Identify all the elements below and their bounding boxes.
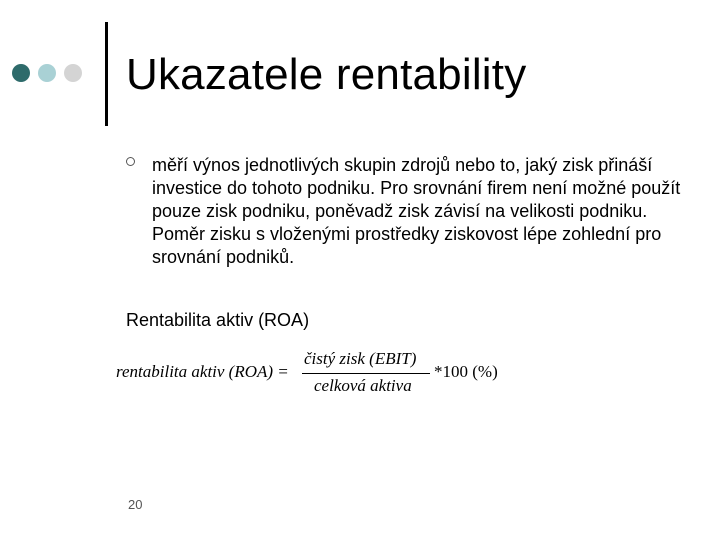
- roa-formula: [116, 346, 516, 396]
- subheading-roa: Rentabilita aktiv (ROA): [126, 310, 310, 330]
- decor-dot-grey: [64, 64, 82, 82]
- formula-lhs: rentabilita aktiv (ROA) =: [116, 362, 289, 381]
- formula-numerator: čistý zisk (EBIT): [304, 349, 417, 368]
- formula-rhs: *100 (%): [434, 362, 498, 381]
- decor-dot-dark: [12, 64, 30, 82]
- bullet-text: měří výnos jednotlivých skupin zdrojů nebo to, jaký zisk přináší investice do tohoto podniku. Pro srovnání firem není možné použít pouze zisk podniku, poněvadž zisk závisí na velikosti podniku. Poměr zisku s vloženými prostředky ziskovost lépe zohlední pro srovnání podniků.: [152, 155, 681, 267]
- formula-denominator: celková aktiva: [314, 376, 412, 395]
- fraction-bar: [302, 373, 430, 374]
- decorative-dots: [12, 64, 82, 82]
- page-number: 20: [128, 497, 143, 512]
- slide-title: Ukazatele rentability: [126, 50, 527, 99]
- decor-dot-light: [38, 64, 56, 82]
- title-divider-line: [105, 22, 108, 126]
- bullet-circle-icon: [126, 157, 135, 166]
